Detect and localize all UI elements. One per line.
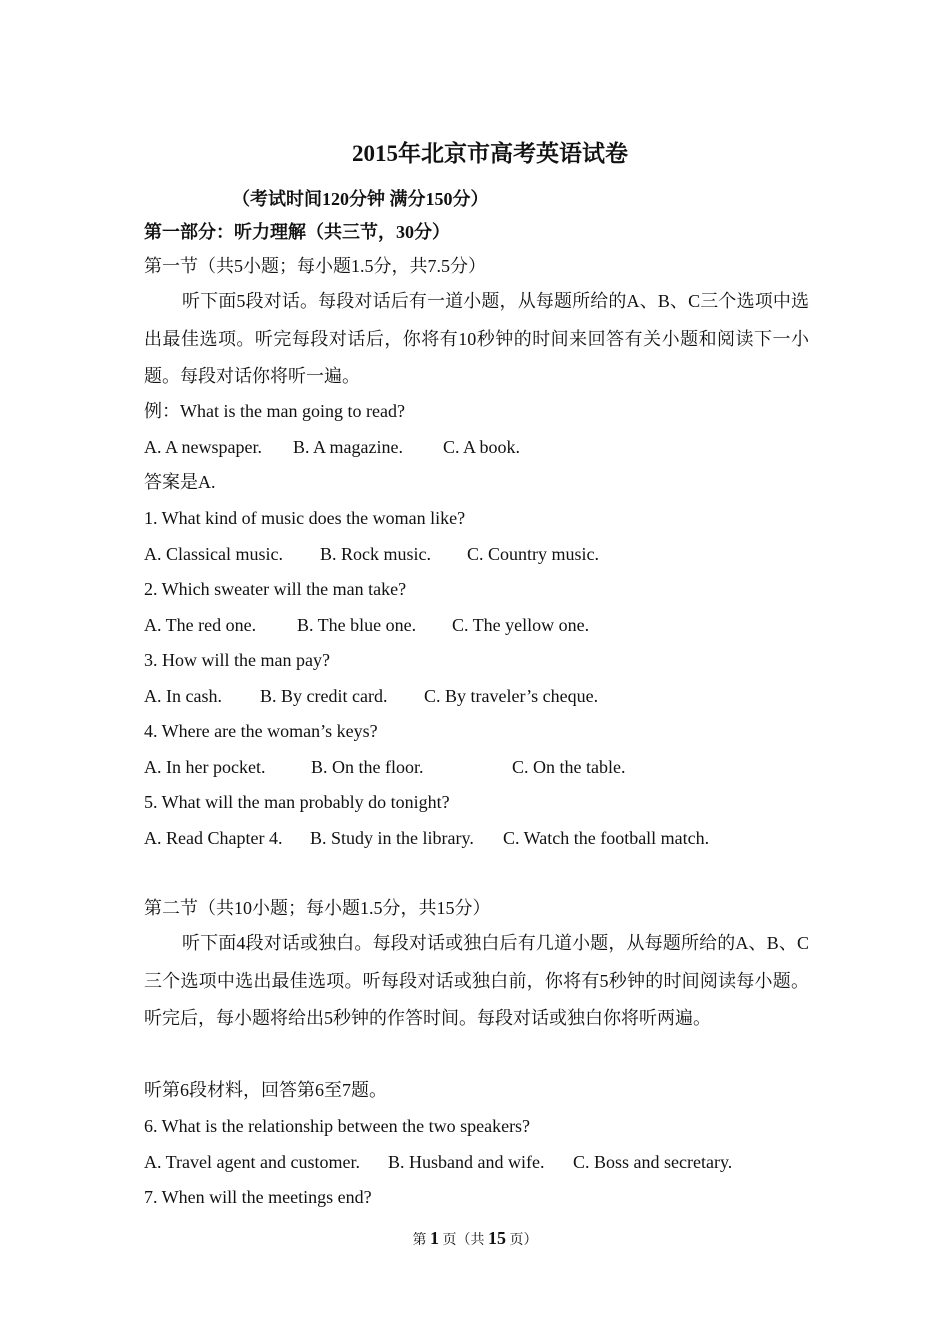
option-b: B. Husband and wife. (388, 1152, 545, 1172)
exam-duration-note: （考试时间120分钟 满分150分） (232, 189, 489, 209)
total-pages: 15 (488, 1228, 506, 1248)
option-b: B. Rock music. (320, 544, 431, 564)
material-note: 听第6段材料，回答第6至7题。 (144, 1080, 387, 1100)
question-6: 6. What is the relationship between the two speakers? (144, 1116, 531, 1136)
option-c: C. Country music. (467, 544, 600, 564)
section2-heading: 第二节（共10小题；每小题1.5分，共15分） (144, 898, 491, 918)
option-b: B. By credit card. (260, 686, 388, 706)
option-b: B. A magazine. (293, 437, 403, 457)
option-a: A. The red one. (144, 615, 257, 635)
footer-middle: 页（共 (442, 1233, 485, 1248)
question-3: 3. How will the man pay? (144, 650, 330, 670)
question-5: 5. What will the man probably do tonight? (144, 792, 450, 812)
section1-instructions: 听下面5段对话。每段对话后有一道小题，从每题所给的A、B、C三个选项中选出最佳选项。听完每段对话后，你将有10秒钟的时间来回答有关小题和阅读下一小题。每段对话你将听一遍。 (144, 291, 809, 386)
question-1: 1. What kind of music does the woman like? (144, 508, 466, 528)
option-c: C. Boss and secretary. (573, 1152, 733, 1172)
page-number: 1 (430, 1228, 439, 1248)
footer-prefix: 第 (412, 1233, 427, 1248)
section1-heading: 第一节（共5小题；每小题1.5分，共7.5分） (144, 256, 486, 276)
option-b: B. Study in the library. (310, 828, 474, 848)
page-title: 2015年北京市高考英语试卷 (352, 141, 628, 166)
option-a: A. A newspaper. (144, 437, 262, 457)
option-a: A. Read Chapter 4. (144, 828, 283, 848)
option-c: C. On the table. (512, 757, 626, 777)
question-2: 2. Which sweater will the man take? (144, 579, 407, 599)
example-answer: 答案是A. (144, 472, 216, 492)
example-question: 例：What is the man going to read? (144, 401, 405, 421)
option-a: A. Classical music. (144, 544, 283, 564)
option-c: C. Watch the football match. (503, 828, 710, 848)
option-c: C. A book. (443, 437, 521, 457)
part1-heading: 第一部分：听力理解（共三节，30分） (144, 222, 450, 242)
option-b: B. The blue one. (297, 615, 417, 635)
option-b: B. On the floor. (311, 757, 424, 777)
question-7: 7. When will the meetings end? (144, 1187, 372, 1207)
section2-instructions: 听下面4段对话或独白。每段对话或独白后有几道小题，从每题所给的A、B、C三个选项中选出最佳选项。听每段对话或独白前，你将有5秒钟的时间阅读每小题。听完后，每小题将给出5秒钟的作答时间。每段对话或独白你将听两遍。 (144, 933, 809, 1028)
option-a: A. Travel agent and customer. (144, 1152, 360, 1172)
option-c: C. The yellow one. (452, 615, 590, 635)
page-footer (0, 1228, 950, 1251)
footer-suffix: 页） (509, 1233, 538, 1248)
option-a: A. In cash. (144, 686, 222, 706)
option-a: A. In her pocket. (144, 757, 266, 777)
option-c: C. By traveler’s cheque. (424, 686, 599, 706)
question-4: 4. Where are the woman’s keys? (144, 721, 378, 741)
